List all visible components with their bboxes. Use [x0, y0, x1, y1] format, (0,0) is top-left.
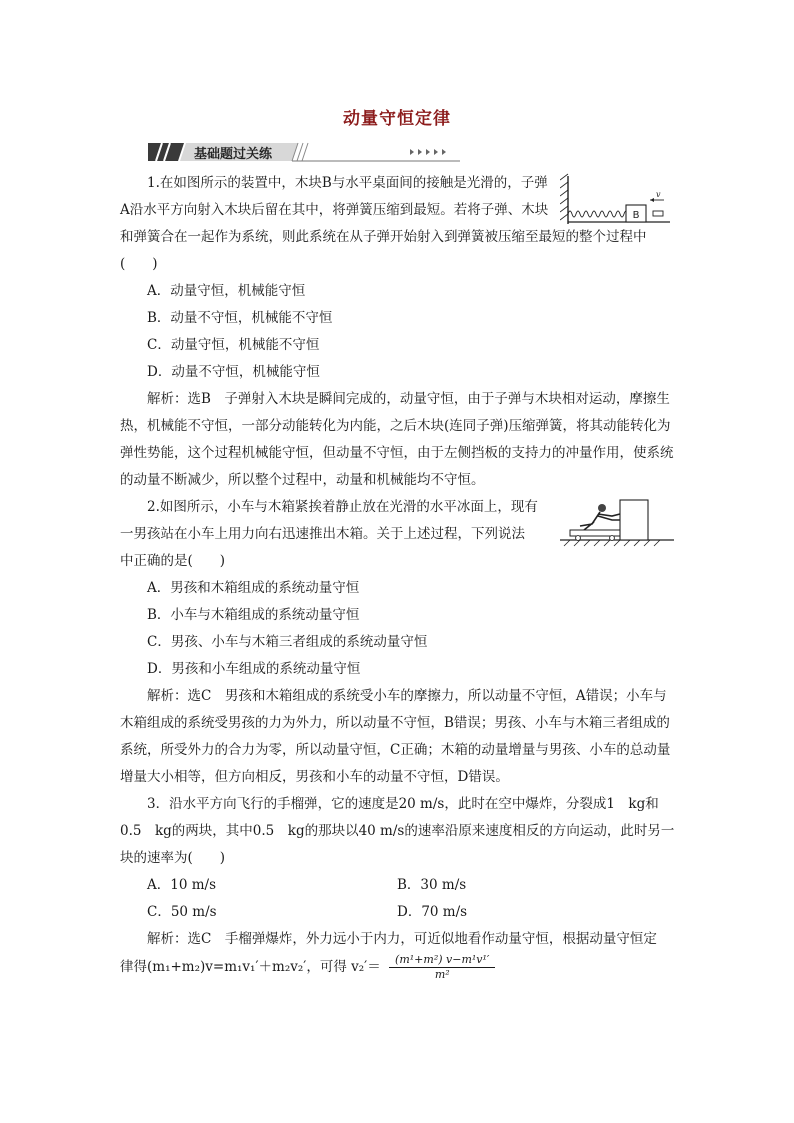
q2-stem-line2: 一男孩站在小车上用力向右迅速推出木箱。关于上述过程，下列说法 [120, 526, 525, 542]
section-banner [148, 140, 460, 166]
q2-option-d: D．男孩和小车组成的系统动量守恒 [147, 661, 361, 677]
q3-options-row1 [120, 872, 676, 899]
q3-options-row2 [120, 899, 676, 926]
q3-fraction-denominator: m² [434, 968, 450, 981]
q3-formula-prefix: 律得(m₁+m₂)v=m₁v₁′＋m₂v₂′，可得 v₂′＝ [120, 959, 381, 975]
question-content [120, 170, 676, 982]
q1-option-c: C．动量守恒，机械能不守恒 [147, 337, 320, 353]
q1-option-b: B．动量不守恒，机械能不守恒 [147, 310, 333, 326]
q2-option-c: C．男孩、小车与木箱三者组成的系统动量守恒 [147, 634, 428, 650]
q3-analysis-line1: 解析：选C 手榴弹爆炸，外力远小于内力，可近似地看作动量守恒，根据动量守恒定 [147, 931, 657, 947]
q2-option-b: B．小车与木箱组成的系统动量守恒 [147, 607, 360, 623]
q3-fraction [389, 953, 495, 982]
q1-stem-line1: 1.在如图所示的装置中，木块B与水平桌面间的接触是光滑的，子弹 [147, 175, 548, 191]
q2-stem-line3: 中正确的是( ) [120, 553, 226, 569]
q3-option-d: D．70 m/s [397, 904, 468, 920]
q3-option-c: C．50 m/s [147, 904, 217, 920]
q1-option-a: A．动量守恒，机械能守恒 [147, 283, 306, 299]
q1-option-d: D．动量不守恒，机械能守恒 [147, 364, 320, 380]
section-label: 基础题过关练 [194, 147, 273, 162]
q1-analysis: 解析：选B 子弹射入木块是瞬间完成的，动量守恒，由于子弹与木块相对运动，摩擦生热，机械能不守恒，一部分动能转化为内能，之后木块(连同子弹)压缩弹簧，将其动能转化为弹性势能，这个过程机械能守恒，但动量不守恒，由于左侧挡板的支持力的冲量作用，使系统的动量不断减少，所以整个过程中，动量和机械能均不守恒。 [120, 391, 674, 488]
q1-stem-rest: 和弹簧合在一起作为系统，则此系统在从子弹开始射入到弹簧被压缩至最短的整个过程中( ) [120, 229, 647, 272]
q2-analysis: 解析：选C 男孩和木箱组成的系统受小车的摩擦力，所以动量不守恒，A错误；小车与木箱组成的系统受男孩的力为外力，所以动量不守恒，B错误；男孩、小车与木箱三者组成的系统，所受外力的合力为零，所以动量守恒，C正确；木箱的动量增量与男孩、小车的总动量增量大小相等，但方向相反，男孩和小车的动量不守恒，D错误。 [120, 688, 671, 785]
q3-option-b: B．30 m/s [397, 877, 467, 893]
q3-fraction-numerator: (m¹+m²) v−m¹v¹′ [389, 953, 495, 968]
q3-option-a: A．10 m/s [147, 877, 216, 893]
q3-stem: 3．沿水平方向飞行的手榴弹，它的速度是20 m/s，此时在空中爆炸，分裂成1 kg和0.5 kg的两块，其中0.5 kg的那块以40 m/s的速率沿原来速度相反的方向运动，此时另一块的速率为( ) [120, 796, 675, 866]
block-b-label: B [632, 210, 640, 221]
q1-stem-line2: A沿水平方向射入木块后留在其中，将弹簧压缩到最短。若将子弹、木块 [120, 202, 549, 218]
q3-analysis-formula [120, 953, 676, 982]
page-title: 动量守恒定律 [343, 109, 451, 129]
q2-option-a: A．男孩和木箱组成的系统动量守恒 [147, 580, 360, 596]
q2-stem-line1: 2.如图所示，小车与木箱紧挨着静止放在光滑的水平冰面上，现有 [147, 499, 538, 515]
velocity-label: v [656, 190, 661, 199]
